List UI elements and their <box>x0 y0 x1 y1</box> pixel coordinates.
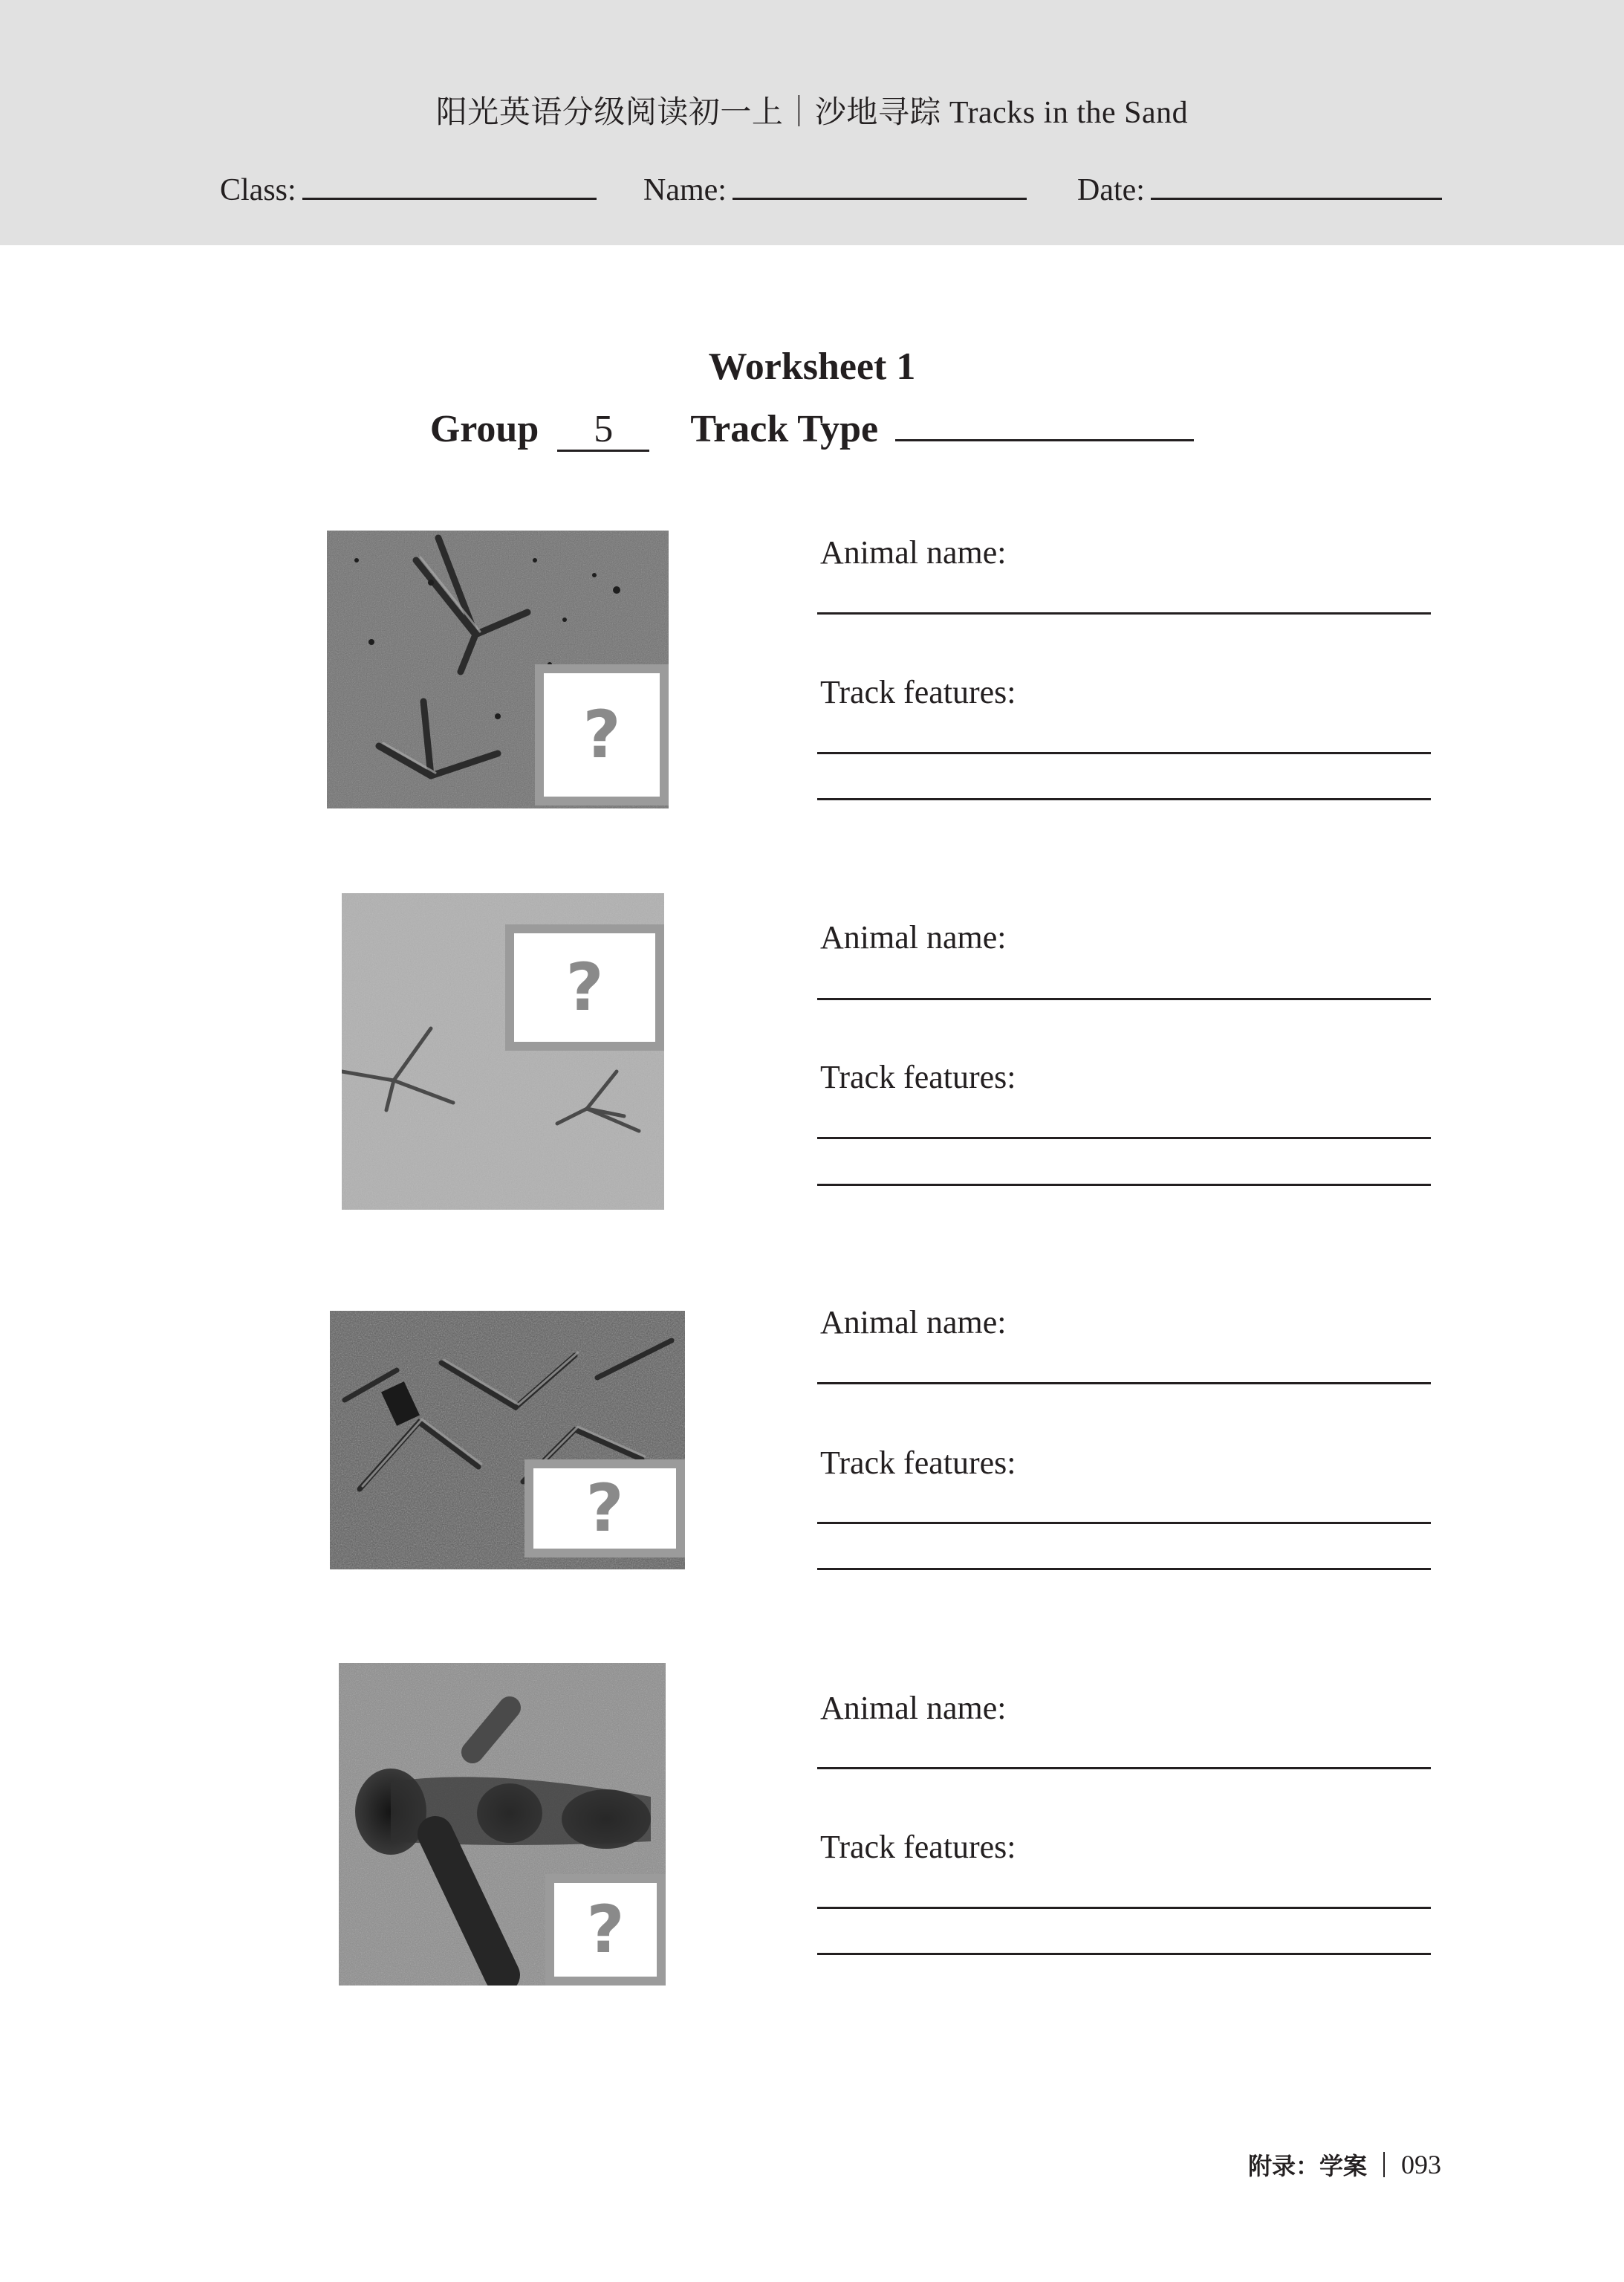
group-label: Group <box>429 408 539 450</box>
animal-name-label-2: Animal name: <box>820 919 1007 956</box>
track-features-blank-4b[interactable] <box>817 1953 1431 1955</box>
bird-track-photo-1 <box>327 531 669 808</box>
animal-name-blank-3[interactable] <box>817 1382 1431 1384</box>
question-mark-icon: ? <box>582 696 621 773</box>
animal-name-blank-2[interactable] <box>817 998 1431 1000</box>
animal-name-label-3: Animal name: <box>820 1304 1007 1341</box>
class-label: Class: <box>220 173 296 207</box>
question-mark-icon: ? <box>586 1891 625 1968</box>
name-field <box>643 171 1027 208</box>
track-features-label-2: Track features: <box>820 1059 1016 1095</box>
bird-track-photo-4 <box>339 1663 666 1986</box>
class-blank[interactable] <box>302 171 597 200</box>
date-label: Date: <box>1077 173 1145 207</box>
class-field <box>220 171 597 208</box>
group-value[interactable]: 5 <box>557 409 649 452</box>
placeholder-box-4 <box>545 1874 666 1986</box>
track-features-blank-1b[interactable] <box>817 798 1431 800</box>
track-features-blank-3a[interactable] <box>817 1522 1431 1524</box>
track-features-blank-1a[interactable] <box>817 752 1431 754</box>
track-features-label-1: Track features: <box>820 674 1016 710</box>
footer-divider <box>1383 2152 1385 2177</box>
bird-track-photo-3 <box>330 1311 685 1569</box>
track-features-blank-4a[interactable] <box>817 1907 1431 1909</box>
bird-track-photo-2 <box>342 893 664 1210</box>
track-features-label-4: Track features: <box>820 1829 1016 1865</box>
track-features-blank-2b[interactable] <box>817 1184 1431 1186</box>
track-features-blank-3b[interactable] <box>817 1568 1431 1570</box>
animal-name-label-4: Animal name: <box>820 1690 1007 1726</box>
group-track-row <box>0 407 1624 452</box>
book-title: 阳光英语分级阅读初一上｜沙地寻踪 Tracks in the Sand <box>435 96 1189 130</box>
animal-name-label-1: Animal name: <box>820 534 1007 571</box>
animal-name-blank-4[interactable] <box>817 1767 1431 1769</box>
track-features-label-3: Track features: <box>820 1445 1016 1481</box>
name-label: Name: <box>643 173 727 207</box>
question-mark-icon: ? <box>585 1470 624 1546</box>
animal-name-blank-1[interactable] <box>817 612 1431 615</box>
placeholder-box-2 <box>505 924 664 1051</box>
date-blank[interactable] <box>1151 171 1442 200</box>
worksheet-title: Worksheet 1 <box>708 346 916 388</box>
placeholder-box-1 <box>535 664 669 805</box>
date-field <box>1077 171 1442 208</box>
page-footer <box>1248 2148 1441 2182</box>
name-blank[interactable] <box>733 171 1027 200</box>
track-type-label: Track Type <box>690 408 879 450</box>
track-type-blank[interactable] <box>895 439 1194 441</box>
placeholder-box-3 <box>524 1459 685 1557</box>
footer-section: 附录：学案 <box>1248 2152 1368 2180</box>
question-mark-icon: ? <box>565 949 604 1025</box>
page-number: 093 <box>1401 2150 1442 2179</box>
track-features-blank-2a[interactable] <box>817 1137 1431 1139</box>
